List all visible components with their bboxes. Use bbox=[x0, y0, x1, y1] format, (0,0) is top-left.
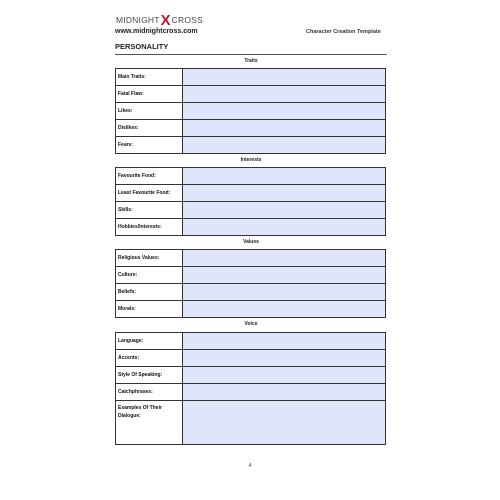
form-row bbox=[116, 384, 386, 401]
field-label: Fears: bbox=[116, 137, 183, 154]
field-label: Catchphrases: bbox=[116, 384, 183, 401]
catchphrases-field[interactable] bbox=[183, 384, 386, 401]
page-number: 4 bbox=[248, 463, 252, 469]
fatal-flaw-field[interactable] bbox=[183, 86, 386, 103]
culture-field[interactable] bbox=[183, 267, 386, 284]
midnight-cross-logo bbox=[116, 12, 203, 28]
form-row bbox=[116, 333, 386, 350]
section-divider bbox=[115, 54, 387, 55]
form-row bbox=[116, 69, 386, 86]
field-label: Style Of Speaking: bbox=[116, 367, 183, 384]
field-label: Likes: bbox=[116, 103, 183, 120]
interests-table bbox=[115, 167, 386, 236]
field-label: Main Traits: bbox=[116, 69, 183, 86]
form-row bbox=[116, 103, 386, 120]
field-label: Favourite Food: bbox=[116, 168, 183, 185]
form-row bbox=[116, 267, 386, 284]
favourite-food-field[interactable] bbox=[183, 168, 386, 185]
group-title-voice: Voice bbox=[244, 321, 258, 327]
field-label: Fatal Flaw: bbox=[116, 86, 183, 103]
likes-field[interactable] bbox=[183, 103, 386, 120]
form-row bbox=[116, 301, 386, 318]
group-title-interests: Interests bbox=[240, 157, 262, 163]
field-label: Culture: bbox=[116, 267, 183, 284]
language-field[interactable] bbox=[183, 333, 386, 350]
field-label: Skills: bbox=[116, 202, 183, 219]
main-traits-field[interactable] bbox=[183, 69, 386, 86]
form-row bbox=[116, 185, 386, 202]
form-row bbox=[116, 120, 386, 137]
least-favourite-food-field[interactable] bbox=[183, 185, 386, 202]
form-row bbox=[116, 401, 386, 445]
traits-table bbox=[115, 68, 386, 154]
fears-field[interactable] bbox=[183, 137, 386, 154]
field-label: Language: bbox=[116, 333, 183, 350]
logo-text-left: MIDNIGHT bbox=[116, 15, 160, 25]
group-title-traits: Traits bbox=[244, 58, 258, 64]
form-row bbox=[116, 168, 386, 185]
section-title: PERSONALITY bbox=[115, 42, 169, 51]
form-row bbox=[116, 86, 386, 103]
form-row bbox=[116, 202, 386, 219]
field-label: Morals: bbox=[116, 301, 183, 318]
website-url: www.midnightcross.com bbox=[115, 28, 198, 35]
style-of-speaking-field[interactable] bbox=[183, 367, 386, 384]
beliefs-field[interactable] bbox=[183, 284, 386, 301]
field-label: Examples Of Their Dialogue: bbox=[116, 401, 183, 445]
religious-values-field[interactable] bbox=[183, 250, 386, 267]
hobbies-interests-field[interactable] bbox=[183, 219, 386, 236]
logo-x-mark: X bbox=[160, 11, 171, 29]
morals-field[interactable] bbox=[183, 301, 386, 318]
field-label: Least Favourite Food: bbox=[116, 185, 183, 202]
form-row bbox=[116, 219, 386, 236]
field-label: Accents: bbox=[116, 350, 183, 367]
values-table bbox=[115, 249, 386, 318]
form-row bbox=[116, 250, 386, 267]
accents-field[interactable] bbox=[183, 350, 386, 367]
field-label: Religious Values: bbox=[116, 250, 183, 267]
voice-table bbox=[115, 332, 386, 445]
form-row bbox=[116, 350, 386, 367]
skills-field[interactable] bbox=[183, 202, 386, 219]
dislikes-field[interactable] bbox=[183, 120, 386, 137]
field-label: Dislikes: bbox=[116, 120, 183, 137]
field-label: Hobbies/Interests: bbox=[116, 219, 183, 236]
document-title: Character Creation Template bbox=[306, 29, 381, 35]
group-title-values: Values bbox=[243, 239, 259, 245]
logo-text-right: CROSS bbox=[171, 15, 203, 25]
dialogue-examples-field[interactable] bbox=[183, 401, 386, 445]
form-row bbox=[116, 137, 386, 154]
field-label: Beliefs: bbox=[116, 284, 183, 301]
form-row bbox=[116, 367, 386, 384]
form-row bbox=[116, 284, 386, 301]
